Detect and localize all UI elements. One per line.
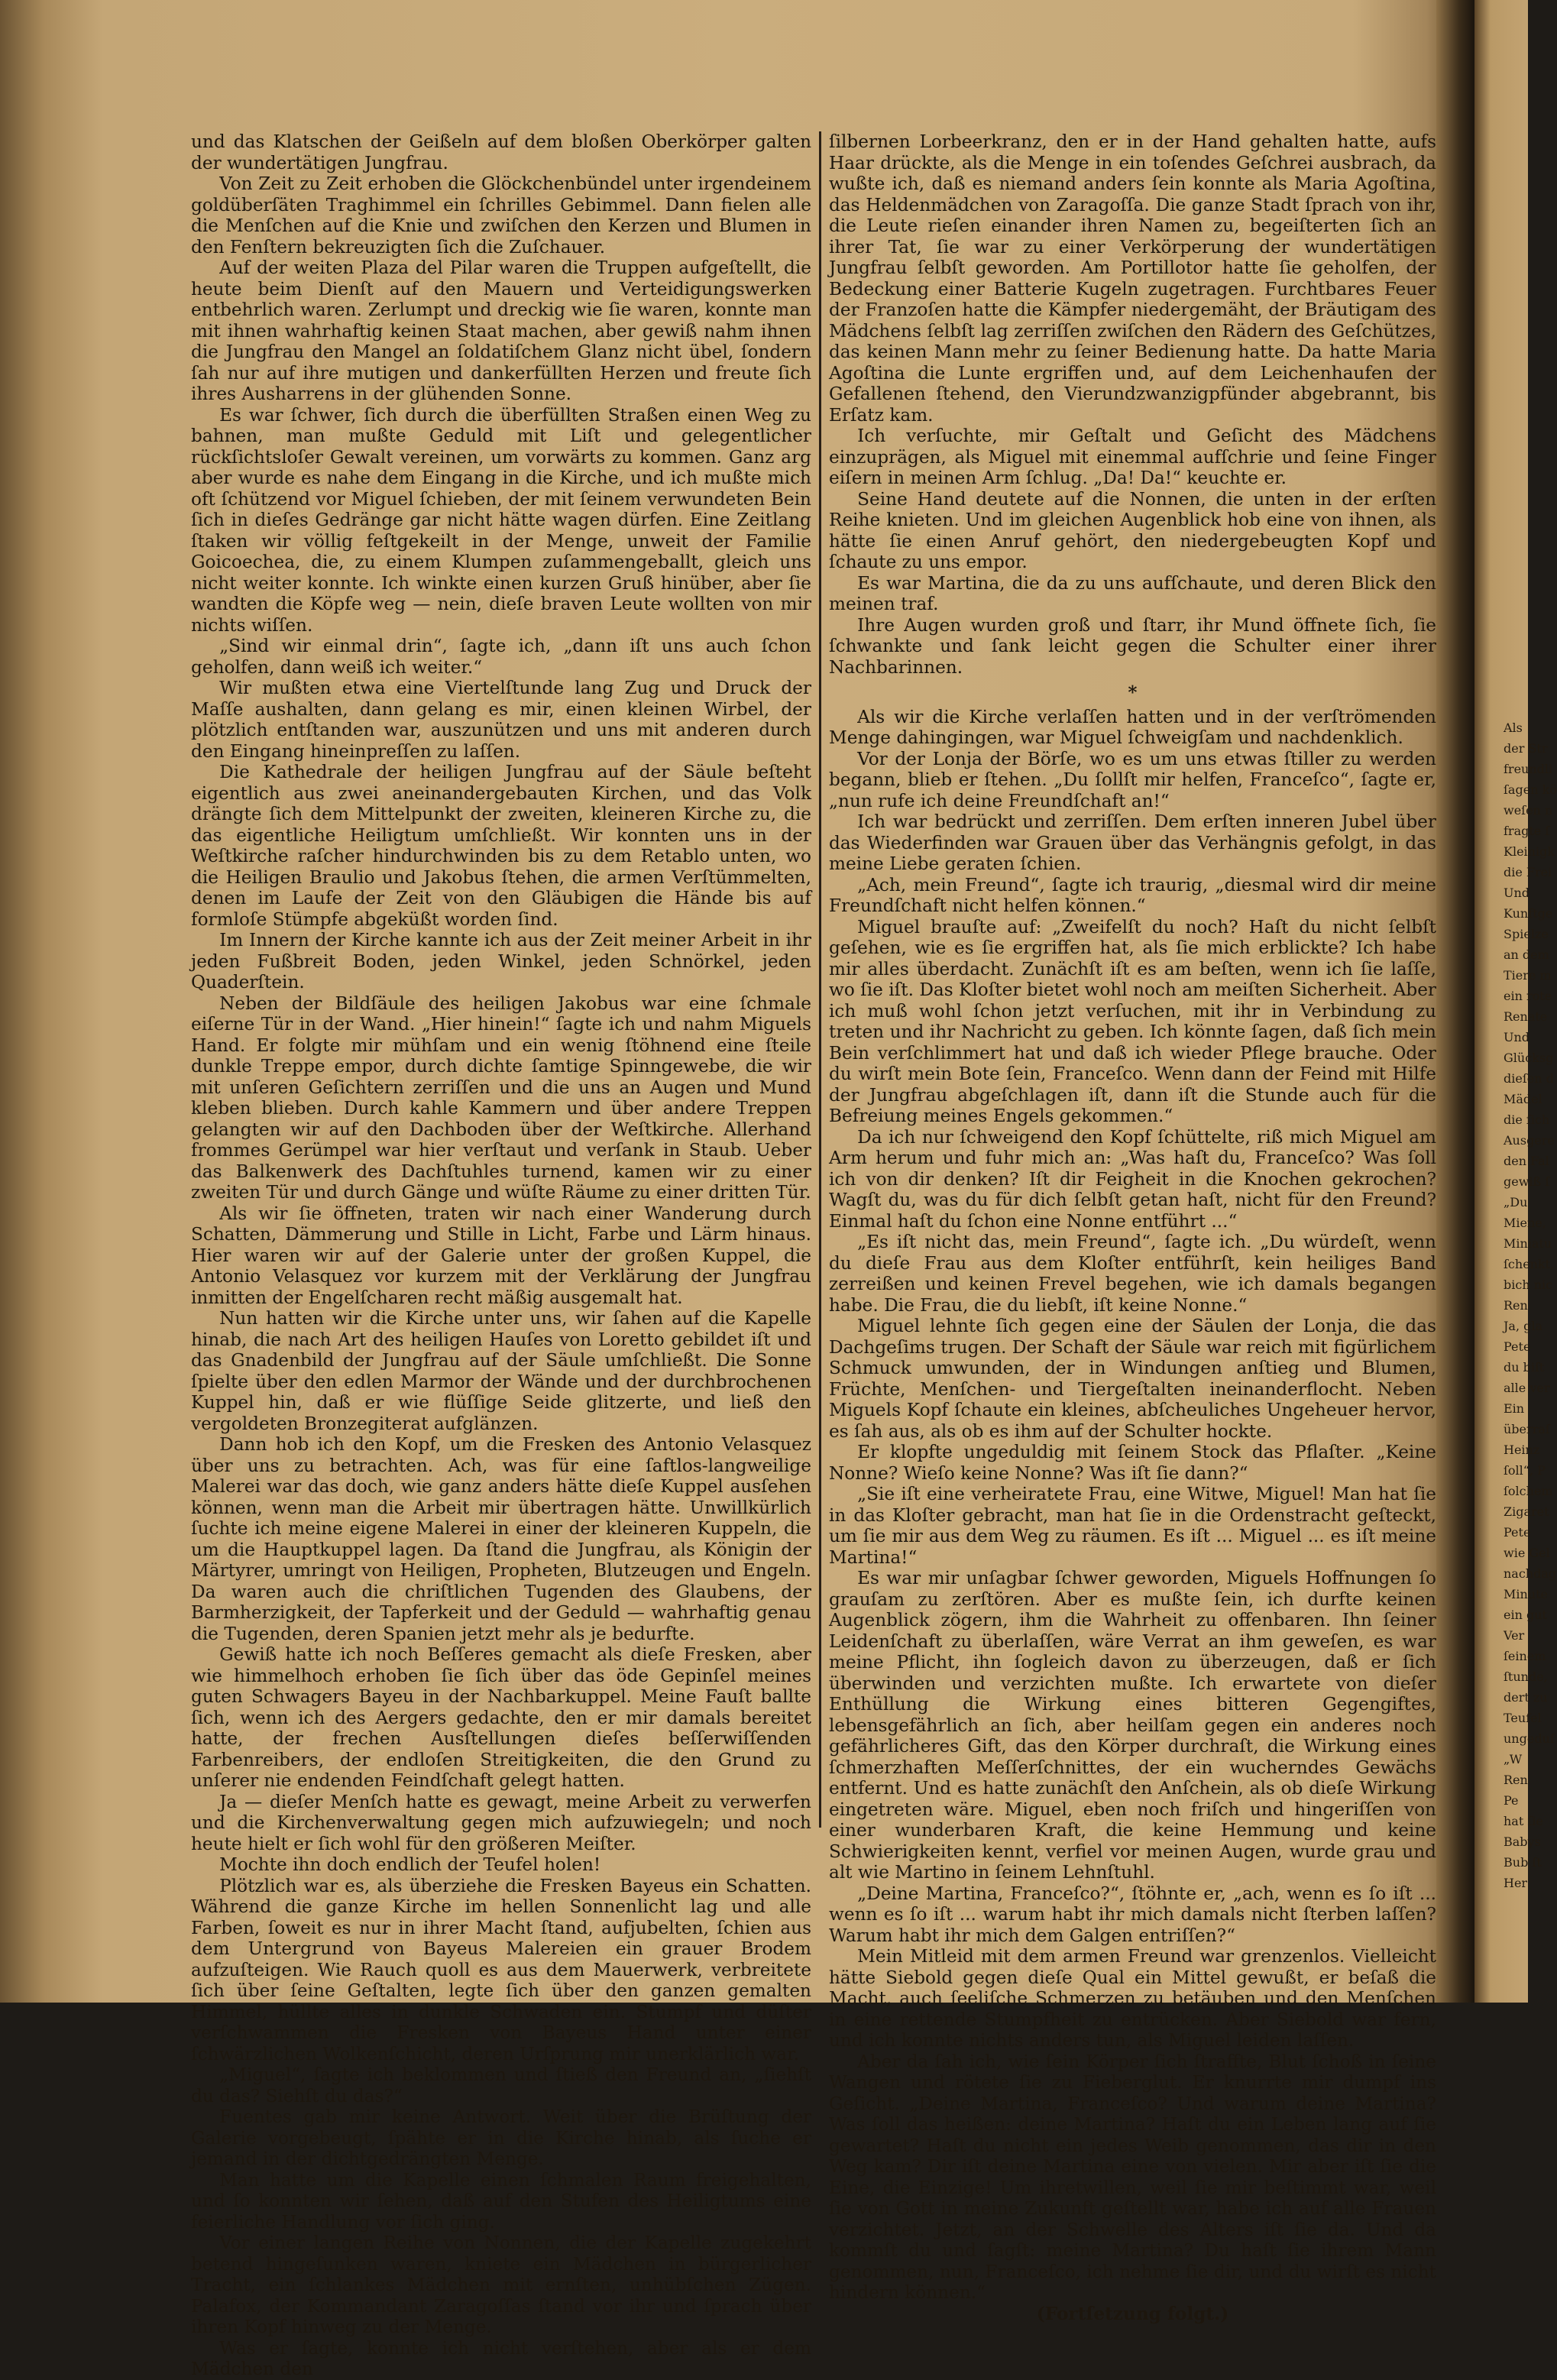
fragment-line: an dem (1504, 947, 1549, 962)
page-gutter (1436, 0, 1474, 2003)
paragraph: Als wir die Kirche verlaſſen hatten und in der verſtrömenden Menge dahingingen, war Miguel ſchweigſam und nachdenklich. (829, 706, 1436, 748)
paragraph: Miguel brauſte auf: „Zweifelſt du noch? Haſt du nicht ſelbſt geſehen, wie es ſie ergriffen hat, als ſie mich erblickte? Ich habe mir alles überdacht. Zunächſt iſt es am beſten, wenn ich ſie laſſe, wo ſie iſt. Das Kloſter bietet wohl noch am meiſten Sicherheit. Aber ich muß wohl ſchon jetzt verſuchen, mit ihr in Verbindung zu treten und ihr Nachricht zu geben. Ich könnte ſagen, daß ſich mein Bein verſchlimmert hat und daß ich wieder Pflege brauche. Oder du wirſt mein Bote ſein, Franceſco. Wenn dann der Feind mit Hilfe der Jungfrau abgeſchlagen iſt, dann iſt die Stunde auch für die Befreiung meines Engels gekommen.“ (829, 916, 1436, 1126)
paragraph: Man hatte um die Kapelle einen ſchmalen Raum freigehalten, und ſo konnten wir ſehen, daß auf den Stufen des Heiligtums eine feierliche Handlung vor ſich ging. (191, 2169, 811, 2233)
paragraph: „Sind wir einmal drin“, ſagte ich, „dann iſt uns auch ſchon geholfen, dann weiß ich weiter.“ (191, 636, 811, 678)
fragment-line: Spielze (1504, 927, 1549, 941)
fragment-line: weſen n (1504, 803, 1553, 818)
paragraph: Seine Hand deutete auf die Nonnen, die unten in der erſten Reihe knieten. Und im gleichen Augenblick hob eine von ihnen, als hätte ſie einen Anruf gehört, den niedergebeugten Kopf und ſchaute zu uns empor. (829, 488, 1436, 572)
paragraph: Als wir ſie öffneten, traten wir nach einer Wanderung durch Schatten, Dämmerung und Stille in Licht, Farbe und Lärm hinaus. Hier waren wir auf der Galerie unter der großen Kuppel, die Antonio Velasquez vor kurzem mit der Verklärung der Jungfrau inmitten der Engelſcharen recht mäßig ausgemalt hat. (191, 1203, 811, 1308)
fragment-line: die ſich (1504, 1112, 1550, 1127)
fragment-line: Ren (1504, 1298, 1528, 1313)
fragment-line: ſolchem (1504, 1484, 1553, 1498)
fragment-line: Mädel (1504, 1092, 1542, 1106)
paragraph: „Es iſt nicht das, mein Freund“, ſagte ich. „Du würdeſt, wenn du dieſe Frau aus dem Kloſter entführſt, kein heiliges Band zerreißen und keinen Frevel begehen, wie ich damals begangen habe. Die Frau, die du liebſt, iſt keine Nonne.“ (829, 1232, 1436, 1316)
paragraph: Dann hob ich den Kopf, um die Fresken des Antonio Velasquez über uns zu betrachten. Ach, was für eine ſaftlos-langweilige Malerei war das doch, wie ganz anders hätte dieſe Kuppel ausſehen können, wenn man die Arbeit mir übertragen hätte. Unwillkürlich ſuchte ich meine eigene Malerei in einer der kleineren Kuppeln, die um die Hauptkuppel lagen. Da ſtand die Jungfrau, als Königin der Märtyrer, umringt von Heiligen, Propheten, Blutzeugen und Engeln. Da waren auch die chriſtlichen Tugenden des Glaubens, der Barmherzigkeit, der Tapferkeit und der Geduld — wahrhaftig genau die Tugenden, deren Spanien jetzt mehr als je bedurfte. (191, 1434, 811, 1644)
paragraph: Fuentes gab mir keine Antwort. Weit über die Brüſtung der Galerie vorgebeugt, ſpähte er in die Kirche hinab, als ſuche er jemand in der dichtgedrängten Menge. (191, 2106, 811, 2169)
fragment-line: wie Gel (1504, 1546, 1550, 1560)
paragraph: Ich war bedrückt und zerriſſen. Dem erſten inneren Jubel über das Wiederfinden war Grauen über das Verhängnis gefolgt, in das meine Liebe geraten ſchien. (829, 811, 1436, 874)
fragment-line: Als (1504, 720, 1523, 735)
fragment-line: dert zu (1504, 1690, 1548, 1705)
fragment-line: Pe (1504, 1793, 1519, 1808)
text-column-left (191, 131, 811, 2380)
paragraph: und das Klatschen der Geißeln auf dem bloßen Oberkörper galten der wundertätigen Jungfrau. (191, 131, 811, 173)
paragraph: Nun hatten wir die Kirche unter uns, wir ſahen auf die Kapelle hinab, die nach Art des heiligen Hauſes von Loretto gebildet iſt und das Gnadenbild der Jungfrau auf der Säule umſchließt. Die Sonne ſpielte über den edlen Marmor der Wände und der durchbrochenen Kuppel hin, daß er wie flüſſige Seide glitzerte, und ließ den vergoldeten Bronzegiterat aufglänzen. (191, 1308, 811, 1434)
fragment-line: Tiere m (1504, 968, 1552, 983)
paragraph: Mein Mitleid mit dem armen Freund war grenzenlos. Vielleicht hätte Siebold gegen dieſe Qual ein Mittel gewußt, er beſaß die Macht, auch ſeeliſche Schmerzen zu betäuben und den Menſchen in eine rettende Stumpfheit zu entrücken. Aber Siebold war fern, und ich konnte nichts anders tun, als Miguel leiden laſſen. (829, 1946, 1436, 2051)
paragraph: Wir mußten etwa eine Viertelſtunde lang Zug und Druck der Maſſe aushalten, dann gelang es mir, einen kleinen Wirbel, der plötzlich entſtanden war, auszunützen und uns mit anderen durch den Eingang hineinpreſſen zu laſſen. (191, 678, 811, 762)
fragment-line: ſoll“, P (1504, 1463, 1546, 1478)
fragment-line: Zigaret (1504, 1504, 1549, 1519)
fragment-line: Babys (1504, 1834, 1541, 1849)
paragraph: Von Zeit zu Zeit erhoben die Glöckchenbündel unter irgendeinem goldüberſäten Traghimmel ein ſchrilles Gebimmel. Dann fielen alle die Menſchen auf die Knie und zwiſchen den Kerzen und Blumen in den Fenſtern bekreuzigten ſich die Zuſchauer. (191, 173, 811, 257)
paragraph: Mochte ihn doch endlich der Teufel holen! (219, 1854, 601, 1875)
paragraph: „Ach, mein Freund“, ſagte ich traurig, „diesmal wird dir meine Freundſchaft nicht helfen können.“ (829, 874, 1436, 916)
fragment-line: ungeduf (1504, 1731, 1555, 1746)
fragment-line: bich nic (1504, 1277, 1553, 1292)
fragment-line: der Str (1504, 741, 1548, 756)
fragment-line: Ein (1504, 1401, 1525, 1416)
fragment-line: Miene, (1504, 1216, 1546, 1230)
fragment-line: fragte ſ (1504, 824, 1550, 838)
fragment-line: Kunftge (1504, 906, 1553, 921)
paragraph: Er klopfte ungeduldig mit ſeinem Stock das Pflaſter. „Keine Nonne? Wieſo keine Nonne? Was iſt ſie dann?“ (829, 1442, 1436, 1484)
paragraph: Neben der Bildſäule des heiligen Jakobus war eine ſchmale eiſerne Tür in der Wand. „Hier hinein!“ ſagte ich und nahm Miguels Hand. Er folgte mir mühſam und ein wenig ſtöhnend eine ſteile dunkle Treppe empor, durch dichte ſamtige Spinngewebe, die wir mit unſeren Geſichtern zerriſſen und die uns an Augen und Mund kleben blieben. Durch kahle Kammern und über andere Treppen gelangten wir auf den Dachboden über der Weſtkirche. Allerhand frommes Gerümpel war hier verſtaut und verſank in Staub. Ueber das Balkenwerk des Dachſtuhles turnend, kamen wir zu einer zweiten Tür und durch Gänge und wüſte Räume zu einer dritten Tür. (191, 992, 811, 1203)
fragment-line: dieſen d (1504, 1071, 1554, 1086)
fragment-line: überraſ (1504, 1422, 1550, 1436)
paragraph: Was er ſagte, konnte ich nicht verſtehen, aber als er dem Mädchen den (191, 2337, 811, 2379)
fragment-line: gewiß ſ (1504, 1174, 1550, 1189)
fragment-line: ein gut (1504, 1608, 1547, 1622)
fragment-line: Bub ſt (1504, 1855, 1542, 1870)
fragment-line: Ausgere (1504, 1133, 1555, 1148)
fragment-line: Ver (1504, 1628, 1525, 1643)
text-column-right (829, 131, 1436, 2324)
fragment-line: Ja, gla (1504, 1319, 1543, 1333)
fragment-line: die Frei (1504, 865, 1552, 879)
continuation-note: (Fortſetzung folgt.) (1036, 2303, 1229, 2324)
fragment-line: ſtunde, (1504, 1669, 1548, 1684)
fragment-line: ſchenkt, (1504, 1257, 1555, 1271)
fragment-line: ſeinem (1504, 1649, 1546, 1663)
paragraph: Ich verſuchte, mir Geſtalt und Geſicht des Mädchens einzuprägen, als Miguel mit einemmal aufſchrie und ſeine Finger eiſern in meinen Arm ſchlug. „Da! Da!“ keuchte er. (829, 426, 1436, 488)
paragraph: Es war ſchwer, ſich durch die überfüllten Straßen einen Weg zu bahnen, man mußte Geduld mit Liſt und gelegentlicher rückſichtsloſer Gewalt vereinen, um vorwärts zu kommen. Ganz arg aber wurde es nahe dem Eingang in die Kirche, und ich mußte mich oft ſchützend vor Miguel ſchieben, der mit ſeinem verwundeten Bein ſich in dieſes Gedränge gar nicht hätte wagen dürfen. Eine Zeitlang ſtaken wir völlig feſtgekeilt in der Menge, unweit der Familie Goicoechea, die, zu einem Klumpen zuſammengeballt, gleich uns nicht weiter konnte. Ich winkte einen kurzen Gruß hinüber, aber ſie wandten die Köpfe weg — nein, dieſe braven Leute wollten von mir nichts wiſſen. (191, 404, 811, 636)
fragment-line: Und (1504, 886, 1530, 900)
fragment-line: „W (1504, 1752, 1523, 1766)
fragment-line: „Du (1504, 1195, 1528, 1209)
fragment-line: nachdag (1504, 1566, 1557, 1581)
fragment-line: Und (1504, 1030, 1530, 1044)
paragraph: „Miguel“, ſagte ich beklommen und ſtieß den Freund an, „ſiehſt du das? Siehſt du das?“ (191, 2064, 811, 2106)
fragment-line: den Fal (1504, 1154, 1549, 1168)
story-section-lonja (829, 707, 1436, 2304)
fragment-line: alle ver (1504, 1381, 1550, 1395)
fragment-line: ein rote (1504, 989, 1552, 1003)
paragraph: Im Innern der Kirche kannte ich aus der Zeit meiner Arbeit in ihr jeden Fußbreit Boden, jeden Winkel, jeden Schnörkel, jeden Quaderſtein. (191, 930, 811, 992)
paragraph: Auf der weiten Plaza del Pilar waren die Truppen aufgeſtellt, die heute beim Dienſt auf den Mauern und Verteidigungswerken entbehrlich waren. Zerlumpt und dreckig wie ſie waren, konnte man mit ihnen wahrhaftig keinen Staat machen, aber gewiß nahm ihnen die Jungfrau den Mangel an ſoldatiſchem Glanz nicht übel, ſondern ſah nur auf ihre mutigen und dankerfüllten Herzen und freute ſich ihres Ausharrens in der glühenden Sonne. (191, 257, 811, 404)
paragraph: Da ich nur ſchweigend den Kopf ſchüttelte, riß mich Miguel am Arm herum und fuhr mich an: „Was haſt du, Franceſco? Was ſoll ich von dir denken? Iſt dir Feigheit in die Knochen gekrochen? Wagſt du, was du für dich ſelbſt getan haſt, nicht für den Freund? Einmal haſt du ſchon eine Nonne entführt ...“ (829, 1126, 1436, 1232)
fragment-line: Renate (1504, 1009, 1548, 1024)
fragment-line: Pete (1504, 1525, 1531, 1540)
paragraph: Plötzlich war es, als überzieh͏e die Fresken Bayeus ein Schatten. Während die ganze Kirche im hellen Sonnenlicht lag und alle Farben, ſoweit es nur in ihrer Macht ſtand, aufjubelten, ſchien aus dem Untergrund von Bayeus Malereien ein grauer Brodem aufzuſteigen. Wie Rauch quoll es aus dem Mauerwerk, verbreitete ſich über ſeine Geſtalten, legte ſich über den ganzen gemalten Himmel, hüllte alles in dunkle Schwaden ein. Stumpf und düſter verſchwammen die Fresken von Bayeus Hand unter einer ſchwärzlichen Wolkenſchicht, deren Urſprung mir unerklärlich war. (191, 1875, 811, 2064)
paragraph: „Sie iſt eine verheiratete Frau, eine Witwe, Miguel! Man hat ſie in das Kloſter gebracht, man hat ſie in die Ordenstracht geſteckt, um ſie mir aus dem Weg zu räumen. Es iſt ... Miguel ... es iſt meine Martina!“ (829, 1484, 1436, 1568)
fragment-line: Heinz (1504, 1443, 1540, 1457)
fragment-line: Glücksg (1504, 1051, 1554, 1065)
fragment-line: Miniatu (1504, 1236, 1552, 1251)
paragraph: Aber da ſah ich, wie ſein Körper ſich ſtraffte, Blut ſchoß in ſeine Wangen und rötete ſie zu Fieberglut. Er knurrte mir dumpf ins Geſicht. „Deine Martina, Franceſco? Und warum deine Martina? Was ſoll das heißen: deine Martina? Haſt du ein Leben lang auf ſie gewartet? Haſt du nicht ein jedes Weib genommen, das dir in den Weg kam? Dir iſt deine Martina eine von vielen. Mir aber iſt ſie die Eine, die Einzige! Um ihretwillen, weil ſie mir beſtimmt war, weil ſie von Gott in meine Zukunft geſtellt war, habe ich auf alle Frauen verzichtet. Jetzt, an der Schwelle des Alters iſt ſie da. Und da kommſt du und ſagſt: meine Martina? Du haſt ſie ihrem Mann genommen, nun, Franceſco, ich nehme ſie dir, und du wirſt es nicht hindern können.“ (829, 2051, 1436, 2303)
fragment-line: Minute (1504, 1587, 1549, 1601)
fragment-line: Kleinigk (1504, 844, 1555, 859)
paragraph: Vor einer langen Reihe von Nonnen, die der Kapelle zugekehrt betend hingeſunken waren, kniete ein Mädchen in bürgerlicher Tracht, ein ſchlankes Mädchen mit ernſten, unhübſchen Zügen. Palafox, der Kommandant Zaragoſſas ſtand vor ihr und ſprach über ihren Kopf hinweg zu der Menge. (191, 2233, 811, 2337)
story-section-church (829, 131, 1436, 678)
paragraph: Ja — dieſer Menſch hatte es gewagt, meine Arbeit zu verwerfen und die Kirchenverwaltung gegen mich aufzuwiegeln; und noch heute hielt er ſich wohl für den größeren Meiſter. (191, 1791, 811, 1854)
section-separator: * (1128, 682, 1138, 703)
fragment-line: Teufel (1504, 1711, 1542, 1725)
paragraph: Ihre Augen wurden groß und ſtarr, ihr Mund öffnete ſich, ſie ſchwankte und ſank leicht gegen die Schulter einer ihrer Nachbarinnen. (829, 614, 1436, 678)
paragraph: Es war mir unſagbar ſchwer geworden, Miguels Hoffnungen ſo grauſam zu zerſtören. Aber es mußte ſein, ich durfte keinen Augenblick zögern, ihm die Wahrheit zu offenbaren. Ihn ſeiner Leidenſchaft zu überlaſſen, wäre Verrat an ihm geweſen, es war meine Pflicht, ihn ſogleich davon zu überzeugen, daß er ſich überwinden und verzichten mußte. Ich erwartete von dieſer Enthüllung die Wirkung eines bitteren Gegengiftes, lebensgefährlich an ſich, aber heilſam gegen ein anderes noch gefährlicheres Gift, das den Körper durchraſt, die Wirkung eines ſchmerzhaften Meſſerſchnittes, der ein wucherndes Gewächs entfernt. Und es hatte zunächſt den Anſchein, als ob dieſe Wirkung eingetreten wäre. Miguel, eben noch friſch und hingeriſſen von einer wunderbaren Kraft, die keine Hemmung und keine Schwierigkeiten kennt, verfiel vor meinen Augen, wurde grau und alt wie Martino in ſeinem Lehnſtuhl. (829, 1568, 1436, 1883)
column-divider (819, 131, 821, 1828)
paragraph: Miguel lehnte ſich gegen eine der Säulen der Lonja, die das Dachgeſims trugen. Der Schaft der Säule war reich mit figürlichem Schmuck umwunden, der in Windungen anſtieg und Blumen, Früchte, Menſchen- und Tiergeſtalten ineinanderflocht. Neben Miguels Kopf ſchaute ein kleines, abſcheuliches Ungeheuer hervor, es ſah aus, als ob es ihm auf der Schulter hockte. (829, 1316, 1436, 1442)
paragraph: Die Kathedrale der heiligen Jungfrau auf der Säule beſteht eigentlich aus zwei aneinandergebauten Kirchen, und das Volk drängte ſich dem Mittelpunkt der zweiten, kleineren Kirche zu, die das eigentliche Heiligtum umſchließt. Wir konnten uns in der Weſtkirche raſcher hindurchwinden bis zu dem Retablo unten, wo die Heiligen Braulio und Jakobus ſtehen, die armen Verſtümmelten, denen im Laufe der Zeit von den Gläubigen die Hände bis auf formloſe Stümpfe abgeküßt worden ſind. (191, 762, 811, 930)
paragraph: „Deine Martina, Franceſco?“, ſtöhnte er, „ach, wenn es ſo iſt ... wenn es ſo iſt ... warum habt ihr mich damals nicht ſterben laſſen? Warum habt ihr mich dem Galgen entriſſen?“ (829, 1883, 1436, 1946)
paragraph: Vor der Lonja der Börſe, wo es um uns etwas ſtiller zu werden begann, blieb er ſtehen. „Du ſollſt mir helfen, Franceſco“, ſagte er, „nun rufe ich deine Freundſchaft an!“ (829, 748, 1436, 811)
fragment-line: hat ſie (1504, 1814, 1543, 1828)
fragment-line: ſagen kö (1504, 782, 1557, 797)
fragment-line: Her (1504, 1876, 1528, 1890)
fragment-line: freundli (1504, 762, 1553, 776)
paragraph: Es war Martina, die da zu uns aufſchaute, und deren Blick den meinen traf. (829, 572, 1436, 614)
paragraph: ſilbernen Lorbeerkranz, den er in der Hand gehalten hatte, aufs Haar drückte, als die Menge in ein toſendes Geſchrei ausbrach, da wußte ich, daß es niemand anders ſein konnte als Maria Agoſtina, das Heldenmädchen von Zaragoſſa. Die ganze Stadt ſprach von ihr, die Leute rieſen einander ihren Namen zu, begeiſterten ſich an ihrer Tat, ſie war zu einer Verkörperung der wundertätigen Jungfrau ſelbſt geworden. Am Portillotor hatte ſie geholfen, der Bedeckung einer Batterie Kugeln zugetragen. Furchtbares Feuer der Franzoſen hatte die Kämpfer niedergemäht, der Bräutigam des Mädchens ſelbſt lag zerriſſen zwiſchen den Rädern des Geſchützes, das keinen Mann mehr zu ſeiner Bedienung hatte. Da hatte Maria Agoſtina die Lunte ergriffen und, auf dem Leichenhaufen der Gefallenen ſtehend, den Vierundzwanzigpfünder abgebrannt, bis Erſatz kam. (829, 131, 1436, 426)
fragment-line: Pete (1504, 1339, 1531, 1354)
fragment-line: du biſt (1504, 1360, 1545, 1375)
paragraph: Gewiß hatte ich noch Beſſeres gemacht als dieſe Fresken, aber wie himmelhoch erhoben ſie ſich über das öde Gepinſel meines guten Schwagers Bayeu in der Nachbarkuppel. Meine Fauſt ballte ſich, wenn ich des Aergers gedachte, den er mir damals bereitet hatte, der frechen Ausſtellungen dieſes beſſerwiſſenden Farbenreibers, der endloſen Streitigkeiten, die den Grund zu unſerer nie endenden Feindſchaft gelegt hatten. (191, 1644, 811, 1791)
fragment-line: Ren (1504, 1773, 1528, 1787)
